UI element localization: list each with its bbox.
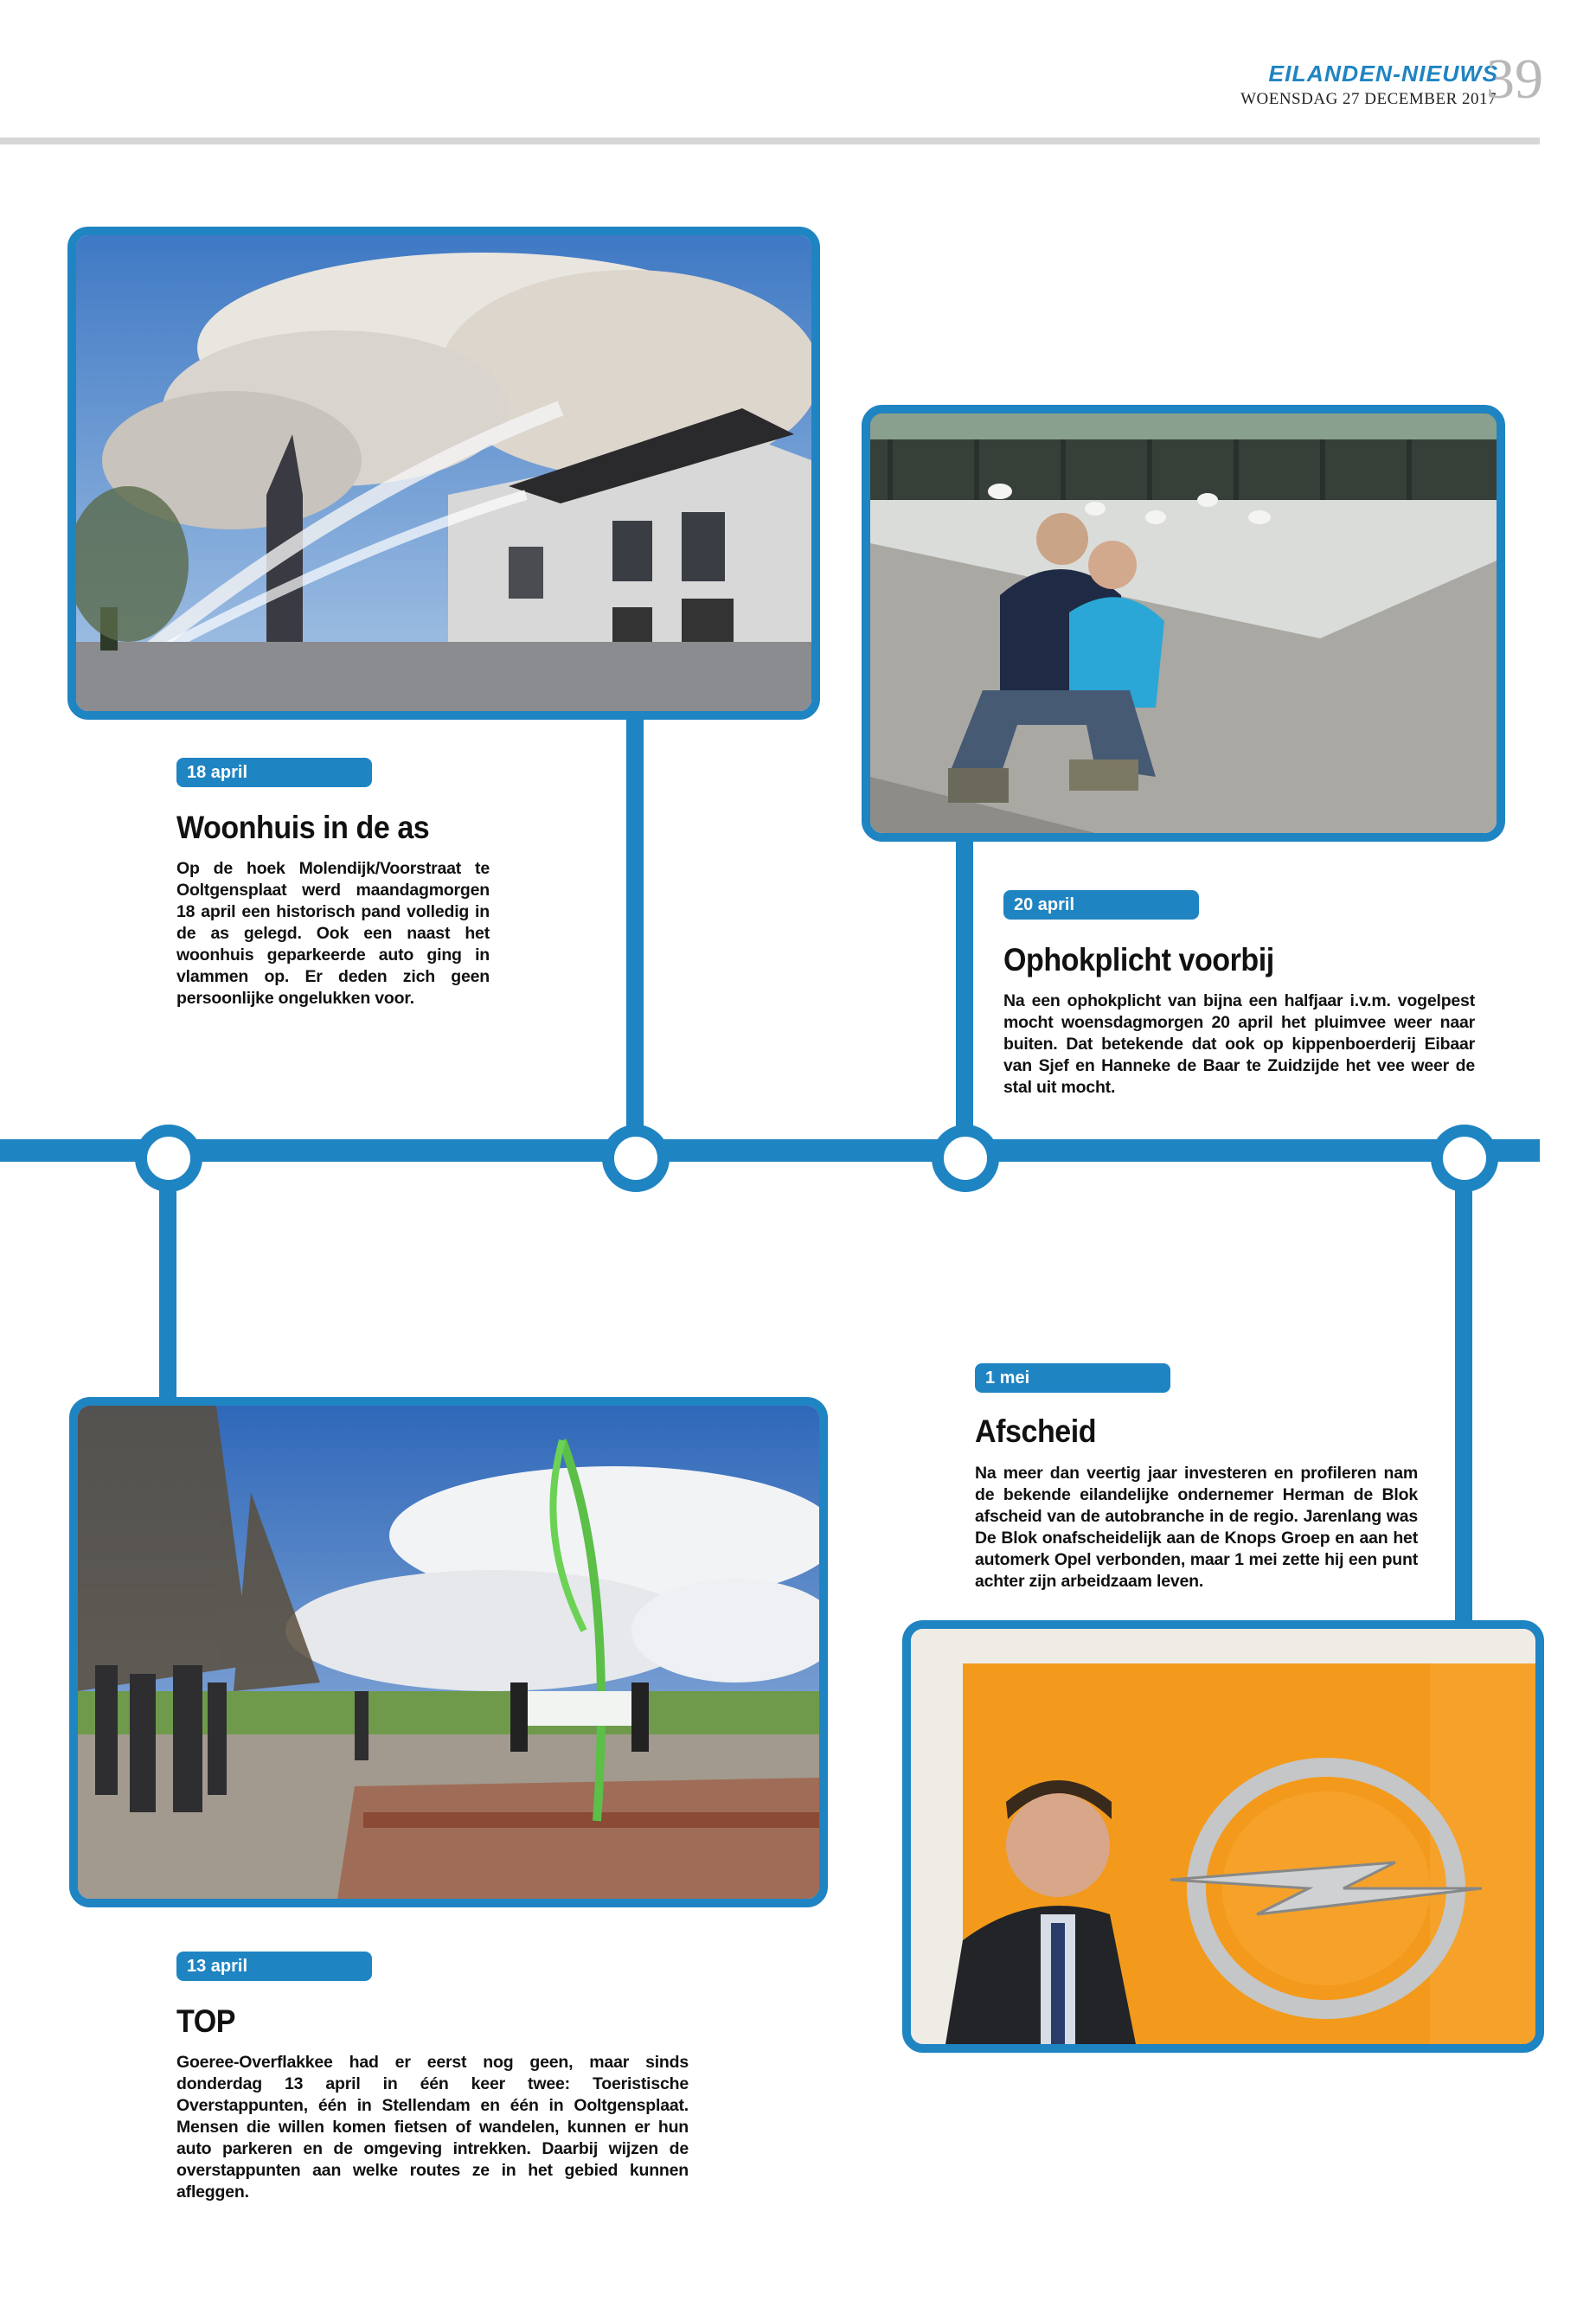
body-woonhuis: Op de hoek Molendijk/Voorstraat te Ooltgensplaat werd maandagmorgen 18 april een historisch pand volledig in de as gelegd. Ook een naast het woonhuis geparkeerde auto ging in vlammen op. Er deden zich geen persoonlijke ongelukken voor.: [176, 859, 490, 1008]
date-tag-1-mei: 1 mei: [975, 1363, 1170, 1393]
timeline-main-line: [0, 1139, 1540, 1162]
photo-poultry-farm: [862, 405, 1505, 842]
timeline-node-13-april: [135, 1125, 202, 1192]
masthead-brand: EILANDEN-NIEUWS: [1268, 61, 1499, 87]
date-tag-13-april: 13 april: [176, 1952, 372, 1981]
timeline-connector-3: [159, 1159, 176, 1406]
timeline-node-1-mei: [1431, 1125, 1498, 1192]
timeline-connector-4: [1455, 1159, 1472, 1626]
page-number: 39: [1486, 48, 1543, 111]
timeline-connector-1: [626, 699, 644, 1140]
body-afscheid: Na meer dan veertig jaar investeren en profileren nam de bekende eilandelijke ondernemer Herman de Blok afscheid van de autobranche in de regio. Jarenlang was De Blok onafscheidelijk aan de Knops Groep en aan het automerk Opel verbonden, maar 1 mei zette hij een punt achter zijn arbeidzaam leven.: [975, 1464, 1418, 1591]
photo-top-overstappunt: [69, 1397, 828, 1907]
date-tag-18-april: 18 april: [176, 758, 372, 787]
timeline-node-20-april: [932, 1125, 999, 1192]
headline-afscheid: Afscheid: [975, 1413, 1097, 1449]
masthead-date: WOENSDAG 27 DECEMBER 2017: [1240, 90, 1497, 108]
headline-ophokplicht: Ophokplicht voorbij: [1003, 942, 1274, 977]
headline-top: TOP: [176, 2003, 235, 2039]
photo-opel-farewell: [902, 1620, 1544, 2053]
timeline-node-18-april: [602, 1125, 670, 1192]
headline-woonhuis: Woonhuis in de as: [176, 810, 430, 845]
body-top: Goeree-Overflakkee had er eerst nog geen, maar sinds donderdag 13 april in één keer twee: Toeristische Overstappunten, één in Stellendam en één in Ooltgensplaat. Mensen die willen komen fietsen of wandelen, kunnen er hun auto parkeren en de omgeving intrekken. Daarbij wijzen de overstappunten aan welke routes ze in het gebied kunnen afleggen.: [176, 2053, 689, 2202]
photo-house-fire: [67, 227, 820, 720]
body-ophokplicht: Na een ophokplicht van bijna een halfjaar i.v.m. vogelpest mocht woensdagmorgen 20 april het pluimvee weer naar buiten. Dat betekende dat ook op kippenboerderij Eibaar van Sjef en Hanneke de Baar te Zuidzijde het vee weer de stal uit mocht.: [1003, 991, 1475, 1097]
header-rule: [0, 138, 1540, 144]
timeline-connector-2: [956, 822, 973, 1140]
date-tag-20-april: 20 april: [1003, 890, 1199, 920]
